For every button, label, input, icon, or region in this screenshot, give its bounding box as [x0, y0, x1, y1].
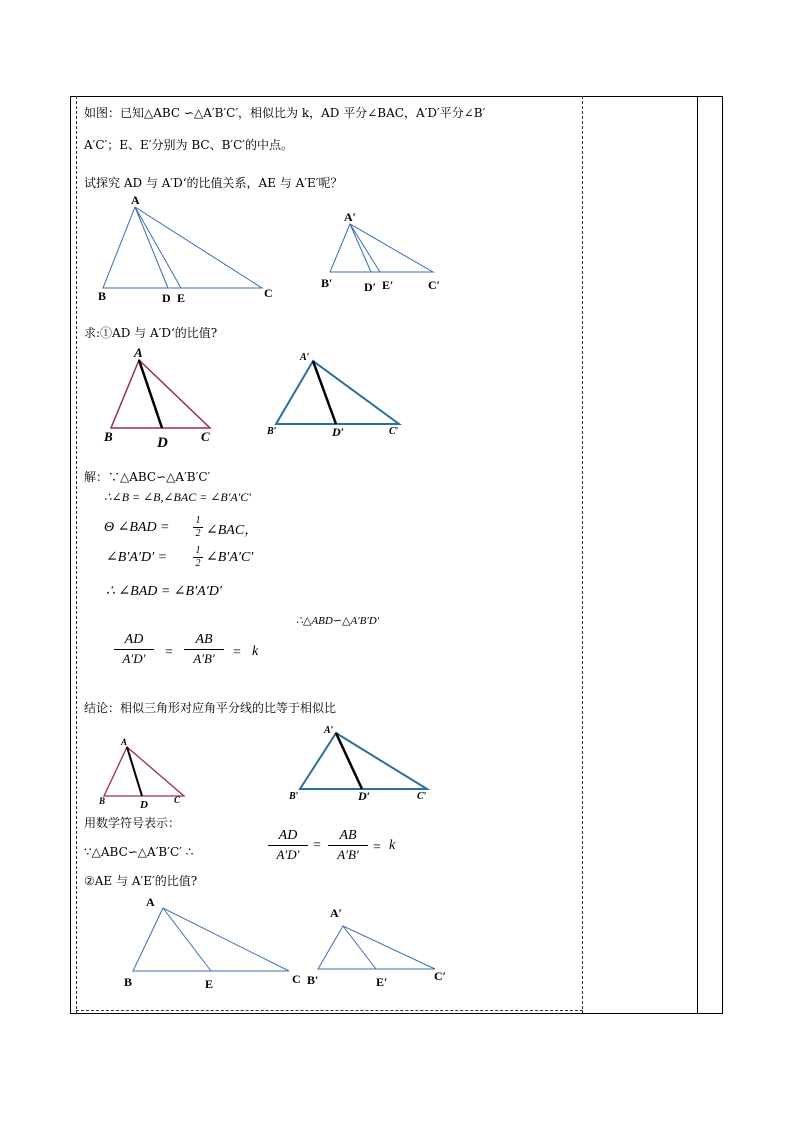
fig4-left-label-e: E	[205, 977, 214, 991]
fig4-left-triangle	[133, 908, 289, 971]
fig3-right-label-b: B′	[289, 791, 299, 802]
fig1-left-label-d: D	[162, 291, 171, 305]
notation-k: k	[389, 838, 396, 853]
fig1-right-label-a: A′	[344, 210, 357, 224]
notation-label: 用数学符号表示：	[84, 816, 181, 830]
equals-sign-2: =	[233, 645, 241, 660]
fig4-right-label-a: A′	[330, 906, 343, 920]
conclusion: 结论：相似三角形对应角平分线的比等于相似比	[84, 701, 337, 715]
fig1-left-triangle	[103, 207, 262, 288]
fig3-right-triangle	[300, 733, 427, 789]
fig3-right-label-d: D′	[358, 789, 371, 803]
notation-equals-1: =	[313, 838, 321, 853]
fig3-left-label-b: B	[99, 796, 106, 806]
solution-step-3-prefix: ∠B′A′D′ =	[106, 550, 168, 565]
fig2-left-label-a: A	[134, 345, 143, 360]
ratio-ab-fraction: AB A′B′	[184, 632, 224, 666]
intro-line-1: 如图：已知△ABC ∽△A′B′C′，相似比为 k，AD 平分∠BAC，A′D′平分∠B′	[84, 106, 486, 120]
fig1-right-label-e: E′	[382, 278, 394, 292]
fig1-right-label-c: C′	[428, 278, 441, 292]
fig2-left-label-c: C	[201, 429, 210, 444]
intro-line-2: A′C′；E、E′分别为 BC、B′C′的中点。	[84, 138, 294, 152]
fig3-left-label-a: A	[121, 737, 128, 747]
fig1-right-label-d: D′	[364, 280, 377, 294]
fig3-right-label-a: A′	[324, 725, 334, 736]
fig4-right-triangle	[318, 926, 435, 969]
fig2-right-label-a: A′	[300, 352, 310, 363]
solution-step-3-suffix: ∠B′A′C′	[206, 550, 254, 565]
fig4-left-label-b: B	[124, 975, 133, 989]
fig4-right-label-c: C′	[434, 969, 447, 983]
one-half-fraction-b: 1 2	[193, 546, 203, 569]
fig3-left-triangle	[104, 747, 184, 796]
fig2-right-label-c: C′	[389, 426, 399, 437]
equals-sign-1: =	[165, 645, 173, 660]
ratio-ad-fraction: AD A′D′	[114, 632, 154, 666]
fig1-left-label-a: A	[131, 193, 140, 207]
solution-step-5: ∴△ABD∽△A′B′D′	[296, 615, 380, 627]
fig2-left-label-b: B	[104, 429, 113, 444]
solution-intro: 解：∵△ABC∽△A′B′C′	[84, 470, 211, 484]
ratio-k: k	[252, 644, 259, 659]
fig4-left-label-c: C	[292, 972, 301, 986]
fig1-left-label-b: B	[98, 289, 107, 303]
question-1: 求:①AD 与 A′D‘的比值?	[84, 326, 218, 340]
fig1-left-label-c: C	[264, 286, 273, 300]
fig2-left-label-d: D	[157, 435, 168, 451]
notation-ad-fraction: AD A′D′	[268, 828, 308, 862]
solution-step-4: ∴ ∠BAD = ∠B′A′D′	[106, 584, 222, 599]
fig3-left-label-c: C	[174, 795, 181, 805]
fig2-left-triangle	[111, 360, 210, 428]
fig1-right-triangle	[330, 224, 433, 272]
fig3-left-label-d: D	[140, 799, 148, 811]
intro-line-3: 试探究 AD 与 A′D‘的比值关系，AE 与 A′E′呢？	[84, 176, 343, 190]
fig2-right-label-b: B′	[267, 426, 277, 437]
fig1-left-label-e: E	[177, 291, 186, 305]
notation-equals-2: =	[373, 840, 381, 855]
fig2-right-triangle	[276, 361, 399, 424]
one-half-fraction-a: 1 2	[193, 516, 203, 539]
fig1-right-label-b: B′	[321, 276, 333, 290]
fig4-right-label-e: E′	[376, 975, 388, 989]
solution-step-1: ∴∠B = ∠B,∠BAC = ∠B′A′C′	[104, 490, 251, 504]
notation-premise: ∵△ABC∽△A′B′C′ ∴	[84, 845, 194, 859]
solution-step-2-suffix: ∠BAC，	[206, 523, 259, 538]
fig3-right-label-c: C′	[417, 791, 427, 802]
fig4-right-label-b: B′	[307, 973, 319, 987]
fig2-right-label-d: D′	[332, 425, 345, 439]
question-2: ②AE 与 A′E′的比值?	[84, 874, 198, 888]
solution-step-2-prefix: Θ ∠BAD =	[104, 520, 170, 535]
fig4-left-label-a: A	[146, 895, 155, 909]
notation-ab-fraction: AB A′B′	[328, 828, 368, 862]
